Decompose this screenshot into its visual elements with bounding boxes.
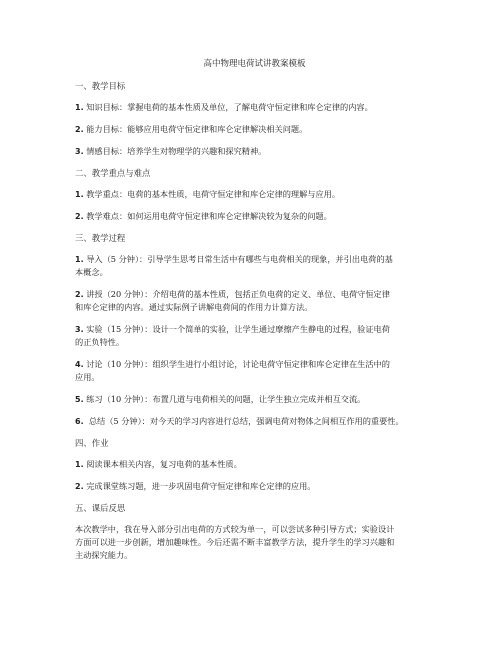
list-item [75,210,434,223]
item-number: 2. [75,290,84,299]
list-item [75,288,434,314]
reflection-paragraph: 本次教学中，我在导入部分引出电荷的方式较为单一，可以尝试多种引导方式；实验设计 方面可以进一步创新，增加趣味性。今后还需不断丰富教学方法，提升学生的学习兴趣和 主动探究能力。 [75,524,395,560]
list-item [75,358,434,384]
list-item [75,123,434,136]
item-number: 6. [75,417,84,426]
section-homework [75,437,434,493]
item-text: 实验（15 分钟）：设计一个简单的实验，让学生通过摩擦产生静电的过程，验证电荷 的正负特性。 [75,324,390,347]
item-number: 1. [75,460,84,469]
item-number: 3. [75,325,84,334]
section-teaching-objectives [75,80,434,158]
item-number: 2. [75,212,84,221]
item-text: 练习（10 分钟）：布置几道与电荷相关的问题，让学生独立完成并相互交流。 [83,394,366,404]
list-item [75,415,434,428]
section-heading: 五、课后反思 [75,503,126,513]
item-text: 教学重点：电荷的基本性质，电荷守恒定律和库仑定律的理解与应用。 [83,189,341,199]
item-number: 1. [75,103,84,112]
section-heading: 三、教学过程 [75,233,126,243]
section-heading: 四、作业 [75,438,109,448]
list-item [75,480,434,493]
document-title: 高中物理电荷试讲教案模板 [203,59,306,69]
section-key-points [75,167,434,223]
item-number: 3. [75,147,84,156]
list-item [75,458,434,471]
item-text: 情感目标：培养学生对物理学的兴趣和探究精神。 [83,146,267,156]
item-number: 5. [75,395,84,404]
item-text: 讲授（20 分钟）：介绍电荷的基本性质，包括正负电荷的定义、单位、电荷守恒定律 和库仑定律的内容。通过实际例子讲解电荷间的作用力计算方法。 [75,289,390,312]
list-item [75,101,434,114]
item-number: 2. [75,482,84,491]
item-text: 讨论（10 分钟）：组织学生进行小组讨论，讨论电荷守恒定律和库仑定律在生活中的 应用。 [75,359,390,382]
item-number: 1. [75,255,84,264]
list-item [75,393,434,406]
item-text: 能力目标：能够应用电荷守恒定律和库仑定律解决相关问题。 [83,124,308,134]
section-heading: 一、教学目标 [75,81,126,91]
item-text: 完成课堂练习题，进一步巩固电荷守恒定律和库仑定律的应用。 [83,481,316,491]
list-item [75,253,434,279]
item-text: 阅读课本相关内容，复习电荷的基本性质。 [83,459,242,469]
section-teaching-process [75,232,434,428]
item-text: 总结（5 分钟）：对今天的学习内容进行总结，强调电荷对物体之间相互作用的重要性。 [83,416,404,426]
section-reflection [75,502,434,562]
item-number: 2. [75,125,84,134]
item-text: 知识目标：掌握电荷的基本性质及单位，了解电荷守恒定律和库仑定律的内容。 [83,102,373,112]
list-item [75,323,434,349]
item-text: 导入（5 分钟）：引导学生思考日常生活中有哪些与电荷相关的现象，并引出电荷的基 本概念。 [75,254,393,277]
item-number: 1. [75,190,84,199]
item-number: 4. [75,360,84,369]
section-heading: 二、教学重点与难点 [75,168,151,178]
list-item [75,145,434,158]
item-text: 教学难点：如何运用电荷守恒定律和库仑定律解决较为复杂的问题。 [83,211,332,221]
list-item [75,188,434,201]
